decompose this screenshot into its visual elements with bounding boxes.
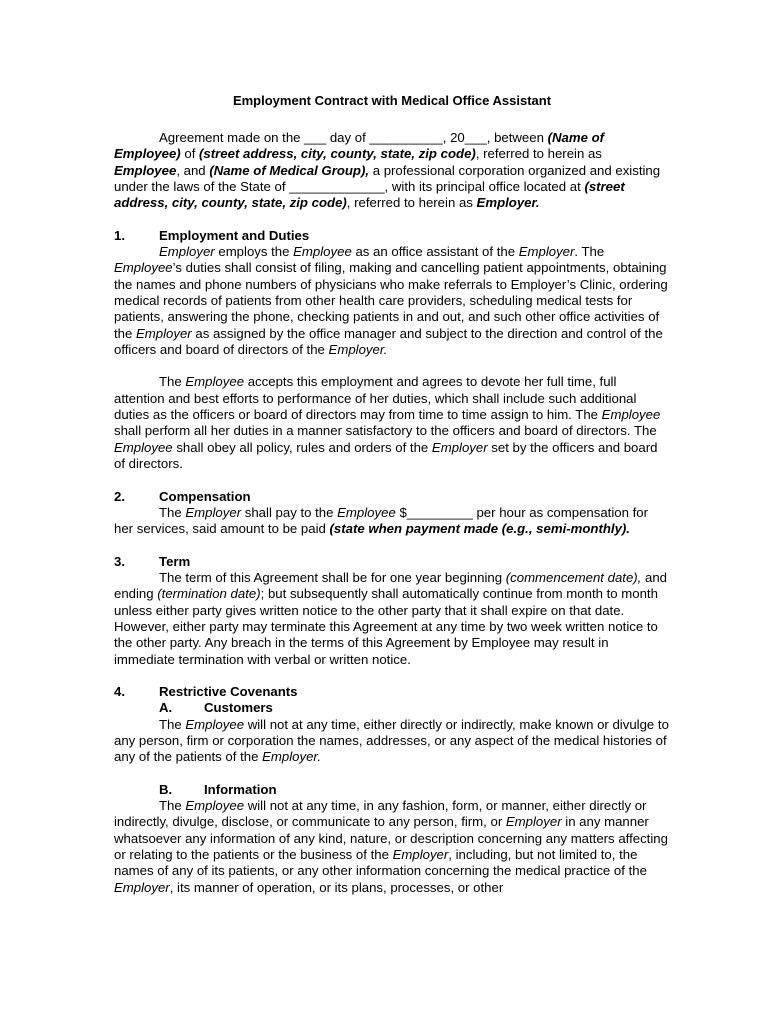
section-3-paragraph: The term of this Agreement shall be for one year beginning (commencement date), and ending (termination date); but subsequently shall automatically continue from month to month unless either party gives written notice to the other party that it shall expire on that date. However, either party may terminate this Agreement at any time by two week written notice to the other party. Any breach in the terms of this Agreement by Employee may result in immediate termination with verbal or written notice.	[114, 570, 668, 667]
document-title: Employment Contract with Medical Office Assistant	[232, 93, 552, 108]
section-heading-term: 3. Term	[114, 553, 191, 569]
subsection-a-paragraph: The Employee will not at any time, either directly or indirectly, make known or divulge to any person, firm or corporation the names, addresses, or any aspect of the medical histories of any of the patients of the Employer.	[114, 716, 669, 765]
section-heading-compensation: 2. Compensation	[114, 488, 251, 504]
section-2-paragraph: The Employer shall pay to the Employee $_________ per hour as compensation for her services, said amount to be paid (state when payment made (e.g., semi-monthly).	[114, 504, 649, 537]
section-heading-employment: 1. Employment and Duties	[114, 227, 310, 243]
intro-paragraph: Agreement made on the ___ day of __________, 20___, between (Name of Employee) of (street address, city, county, state, zip code), referred to herein as Employee, and (Name of Medical Group), a professional corporation organized and existing under the laws of the State of _____________, with its principal office located at (street address, city, county, state, zip code), referred to herein as Employer.	[114, 130, 661, 211]
subsection-heading-information: B. Information	[159, 781, 277, 797]
section-1-paragraph-2: The Employee accepts this employment and agrees to devote her full time, full attention and best efforts to performance of her duties, which shall include such additional duties as the officers or board of directors may from time to time assign to him. The Employee shall perform all her duties in a manner satisfactory to the officers and board of directors. The Employee shall obey all policy, rules and orders of the Employer set by the officers and board of directors.	[114, 374, 661, 471]
subsection-b-paragraph: The Employee will not at any time, in any fashion, form, or manner, either directly or indirectly, divulge, disclose, or communicate to any person, firm, or Employer in any manner whatsoever any information of any kind, nature, or description concerning any matters affecting or relating to the patients or the business of the Employer, including, but not limited to, the names of any of its patients, or any other information concerning the medical practice of the Employer, its manner of operation, or its plans, processes, or other	[114, 798, 668, 895]
section-heading-restrictive-covenants: 4. Restrictive Covenants	[114, 684, 298, 700]
subsection-heading-customers: A. Customers	[159, 700, 273, 716]
section-1-paragraph-1: Employer employs the Employee as an office assistant of the Employer. The Employee’s duties shall consist of filing, making and cancelling patient appointments, obtaining the names and phone numbers of physicians who make referrals to Employer’s Clinic, ordering medical records of patients from other health care providers, scheduling medical tests for patients, answering the phone, checking patients in and out, and such other office activities of the Employer as assigned by the office manager and subject to the direction and control of the officers and board of directors of the Employer.	[114, 244, 668, 357]
